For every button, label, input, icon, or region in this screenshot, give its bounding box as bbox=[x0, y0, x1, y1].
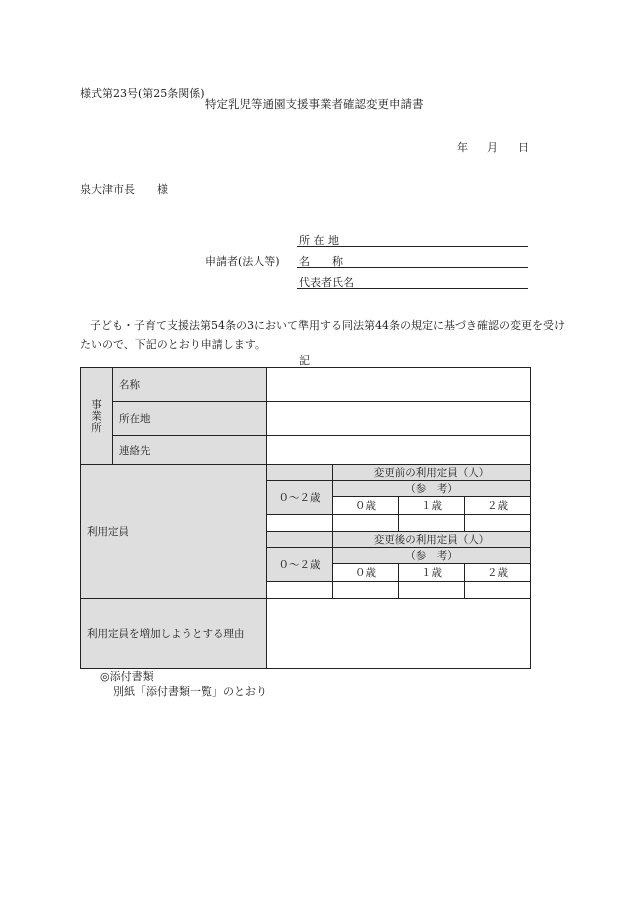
after-value-1[interactable] bbox=[399, 582, 465, 599]
after-age-2: ２歳 bbox=[465, 564, 531, 582]
before-value-0-2[interactable] bbox=[267, 515, 333, 532]
contact-label: 連絡先 bbox=[113, 436, 267, 465]
before-age-0-2: ０～２歳 bbox=[267, 481, 333, 515]
reason-label: 利用定員を増加しようとする理由 bbox=[81, 599, 267, 669]
before-value-2[interactable] bbox=[465, 515, 531, 532]
date-day: 日 bbox=[518, 141, 529, 154]
document-title: 特定乳児等通園支援事業者確認変更申請書 bbox=[205, 97, 424, 111]
after-value-2[interactable] bbox=[465, 582, 531, 599]
name-value-field[interactable] bbox=[267, 368, 531, 402]
address-label: 所在地 bbox=[113, 402, 267, 436]
after-reference-label: （参 考） bbox=[333, 548, 531, 564]
reason-row bbox=[81, 599, 531, 669]
attachments-header: ◎添付書類 bbox=[100, 670, 154, 683]
after-age-1: １歳 bbox=[399, 564, 465, 582]
before-reference-label: （参 考） bbox=[333, 481, 531, 497]
applicant-name-label: 名 称 bbox=[299, 255, 343, 268]
after-age-0: ０歳 bbox=[333, 564, 399, 582]
facility-header-cell bbox=[81, 368, 113, 465]
body-text-line2: たいので、下記のとおり申請します。 bbox=[80, 338, 266, 351]
address-underline bbox=[297, 246, 528, 247]
address-value-field[interactable] bbox=[267, 402, 531, 436]
name-label: 名称 bbox=[113, 368, 267, 402]
facility-address-row bbox=[81, 402, 531, 436]
recipient: 泉大津市長 様 bbox=[80, 183, 168, 196]
after-age-0-2: ０～２歳 bbox=[267, 548, 333, 582]
before-age-1: １歳 bbox=[399, 497, 465, 515]
before-capacity-header: 変更前の利用定員（人） bbox=[333, 465, 531, 481]
body-text-line1: 子ども・子育て支援法第54条の3において準用する同法第44条の規定に基づき確認の変更を受け bbox=[90, 319, 565, 332]
capacity-label: 利用定員 bbox=[81, 465, 267, 599]
attachments-note: 別紙「添付書類一覧」のとおり bbox=[113, 685, 267, 698]
before-age-2: ２歳 bbox=[465, 497, 531, 515]
facility-contact-row bbox=[81, 436, 531, 465]
facility-name-row bbox=[81, 368, 531, 402]
after-value-0-2[interactable] bbox=[267, 582, 333, 599]
date-year: 年 bbox=[457, 141, 468, 154]
form-number: 様式第23号(第25条関係) bbox=[80, 87, 205, 100]
contact-value-field[interactable] bbox=[267, 436, 531, 465]
date-month: 月 bbox=[487, 141, 498, 154]
applicant-label: 申請者(法人等) bbox=[205, 255, 280, 268]
before-value-0[interactable] bbox=[333, 515, 399, 532]
before-age-0: ０歳 bbox=[333, 497, 399, 515]
reason-value-field[interactable] bbox=[267, 599, 531, 669]
before-blank-cell bbox=[267, 465, 333, 481]
after-blank-cell bbox=[267, 532, 333, 548]
applicant-rep-label: 代表者氏名 bbox=[299, 276, 354, 289]
before-header-row bbox=[81, 465, 531, 481]
facility-header: 事業所 bbox=[90, 398, 102, 434]
before-value-1[interactable] bbox=[399, 515, 465, 532]
applicant-address-label: 所 在 地 bbox=[299, 234, 339, 247]
name-underline bbox=[297, 267, 528, 268]
ki-label: 記 bbox=[299, 354, 310, 367]
rep-underline bbox=[297, 288, 528, 289]
after-capacity-header: 変更後の利用定員（人） bbox=[333, 532, 531, 548]
after-value-0[interactable] bbox=[333, 582, 399, 599]
application-table bbox=[80, 367, 531, 669]
